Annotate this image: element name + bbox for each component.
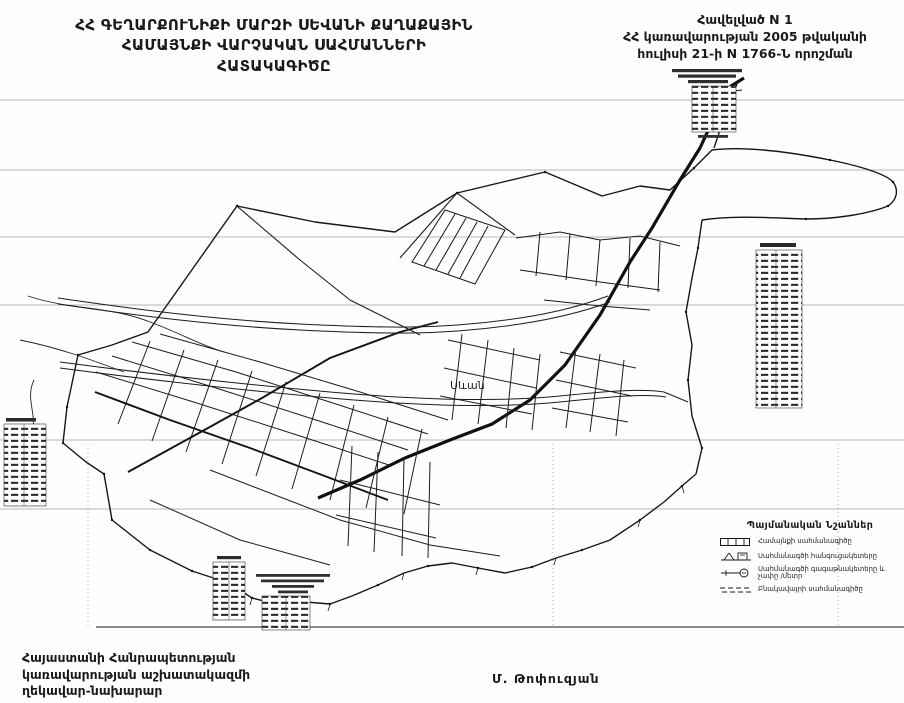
page-title	[58, 15, 490, 76]
legend-item	[720, 551, 900, 563]
signature-line-1: Հայաստանի Հանրապետության	[22, 650, 236, 665]
appendix-line-3: հուլիսի 21-ի N 1766-Ն որոշման	[637, 45, 853, 61]
main-road	[318, 78, 744, 498]
page-title-line-2: ՀԱՄԱՅՆՔԻ ՎԱՐՉԱԿԱՆ ՍԱՀՄԱՆՆԵՐԻ	[121, 36, 427, 55]
community-boundary-symbol	[720, 536, 752, 548]
legend	[720, 520, 900, 599]
city-main-avenues	[95, 322, 438, 500]
legend-item-label: Համայնքի սահմանագիծը	[758, 537, 852, 546]
boundary-junction-points-symbol	[720, 551, 752, 563]
north-settlement-grid	[412, 210, 680, 310]
boundary-ticks	[250, 486, 684, 611]
coordinate-table-right	[756, 243, 802, 408]
top-annotation-block	[672, 69, 742, 138]
appendix-line-1: Հավելված N 1	[697, 12, 793, 27]
coordinate-table-left	[4, 418, 46, 506]
bottom-table-a	[213, 556, 245, 620]
signature-line-3: ղեկավար-նախարար	[22, 683, 163, 698]
signature-line-2: կառավարության աշխատակազմի	[22, 666, 251, 682]
legend-item	[720, 566, 900, 581]
bottom-caption-block	[256, 574, 330, 630]
signer-name: Մ. Թոփուզյան	[492, 671, 600, 686]
settlement-boundary-symbol	[720, 584, 752, 596]
appendix-note	[596, 12, 894, 63]
legend-item-label: Սահմանագծի հանգուցակետերը	[758, 552, 877, 561]
legend-item	[720, 584, 900, 596]
boundary-vertex-measure-symbol	[720, 567, 752, 579]
page-title-line-3: ՀԱՏԱԿԱԳԻԾԸ	[217, 56, 331, 75]
city-street-grid	[96, 334, 636, 565]
appendix-line-2: ՀՀ կառավարության 2005 թվականի	[623, 28, 867, 44]
legend-title: Պայմանական Նշաններ	[746, 520, 874, 531]
legend-item	[720, 536, 900, 548]
signature-block	[22, 650, 250, 700]
legend-item-label: Բնակավայրի սահմանագիծը	[758, 585, 863, 594]
city-label: Սևան	[450, 379, 485, 392]
page-title-line-1: ՀՀ ԳԵՂԱՐՔՈՒՆԻՔԻ ՄԱՐԶԻ ՍԵՎԱՆԻ ՔԱՂԱՔԱՅԻՆ	[75, 16, 473, 34]
legend-item-label: Սահմանագծի գագաթնակետերը և չափը /մետր	[758, 565, 885, 581]
